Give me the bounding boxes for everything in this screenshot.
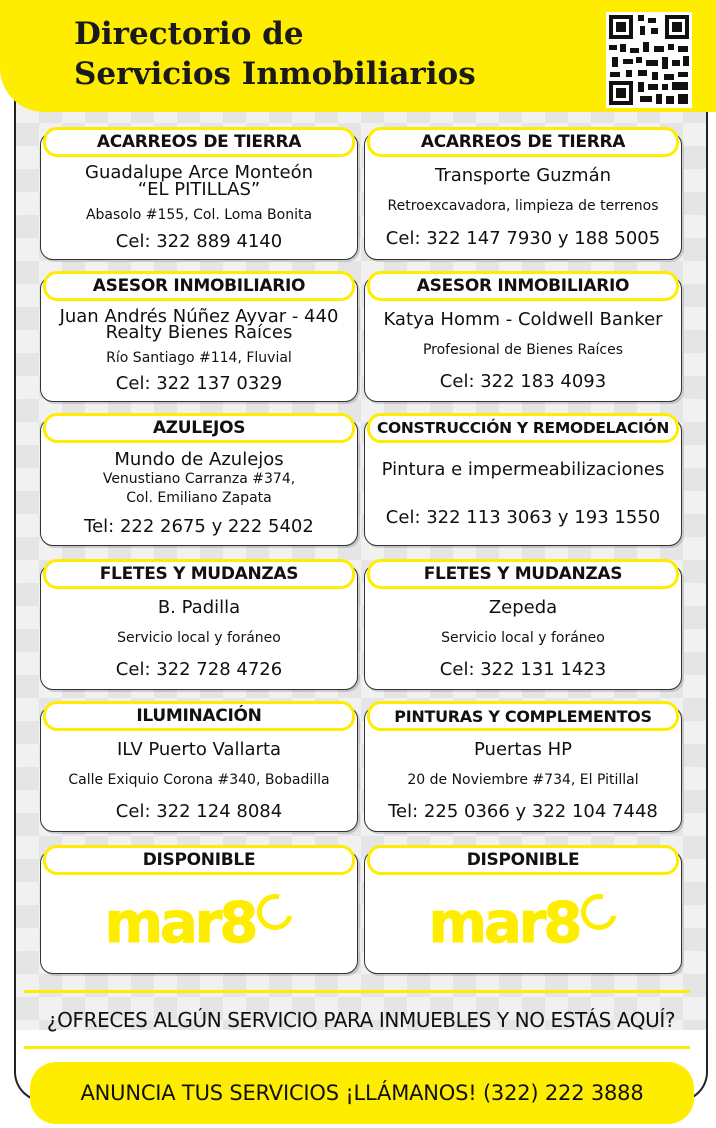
provider-phone: Cel: 322 889 4140 [115, 231, 283, 252]
card-body [41, 159, 357, 255]
provider-address-street: Venustiano Carranza #374, [102, 471, 296, 487]
logo-text: mar8 [104, 890, 256, 956]
logo-text: mar8 [428, 890, 580, 956]
card-body [41, 445, 357, 541]
provider-name: ILV Puerto Vallarta [116, 738, 282, 760]
page-title [74, 14, 476, 94]
card-body [365, 303, 681, 397]
card-heading: FLETES Y MUDANZAS [367, 559, 679, 589]
provider-description: Pintura e impermeabilizaciones [381, 458, 665, 480]
provider-name: B. Padilla [157, 596, 241, 618]
title-line-1: Directorio de [74, 16, 304, 52]
provider-address: 20 de Noviembre #734, El Pitillal [407, 771, 639, 788]
service-card-pinturas [364, 706, 682, 832]
provider-address: Calle Exiquio Corona #340, Bobadilla [68, 771, 330, 788]
card-heading: FLETES Y MUDANZAS [43, 559, 355, 589]
card-heading: DISPONIBLE [367, 845, 679, 875]
provider-address: Río Santiago #114, Fluvial [106, 349, 292, 366]
title-line-2: Servicios Inmobiliarios [74, 56, 476, 92]
provider-phone: Tel: 225 0366 y 322 104 7448 [388, 800, 658, 822]
card-heading: ASESOR INMOBILIARIO [367, 271, 679, 301]
provider-name: Juan Andrés Núñez Ayvar - 440 [59, 305, 339, 327]
call-to-action-banner[interactable]: ANUNCIA TUS SERVICIOS ¡LLÁMANOS! (322) 222 3888 [30, 1062, 694, 1124]
card-body [365, 591, 681, 685]
service-card-fletes-1 [40, 564, 358, 690]
provider-phone: Tel: 222 2675 y 222 5402 [84, 516, 314, 537]
provider-phone: Cel: 322 131 1423 [439, 658, 607, 680]
card-heading: ACARREOS DE TIERRA [367, 127, 679, 157]
provider-description: Profesional de Bienes Raíces [422, 341, 624, 358]
provider-name: Zepeda [488, 596, 558, 618]
provider-company: Realty Bienes Raíces [105, 322, 293, 344]
service-card-acarreos-2 [364, 132, 682, 260]
swirl-icon [575, 887, 624, 936]
card-body [365, 159, 681, 255]
card-heading: ACARREOS DE TIERRA [43, 127, 355, 157]
provider-nickname: “EL PITILLAS” [137, 179, 261, 200]
provider-phone: Cel: 322 728 4726 [115, 658, 283, 680]
card-body [41, 303, 357, 397]
card-heading: ASESOR INMOBILIARIO [43, 271, 355, 301]
provider-phone: Cel: 322 113 3063 y 193 1550 [385, 506, 661, 528]
provider-name: Transporte Guzmán [434, 164, 612, 186]
mar8-logo [105, 891, 294, 956]
provider-name: Mundo de Azulejos [114, 449, 284, 470]
provider-name: Puertas HP [474, 738, 572, 760]
service-card-construccion [364, 418, 682, 546]
provider-description: Retroexcavadora, limpieza de terrenos [387, 198, 659, 215]
card-body [41, 591, 357, 685]
provider-phone: Cel: 322 183 4093 [439, 370, 607, 392]
card-heading: AZULEJOS [43, 413, 355, 443]
service-card-fletes-2 [364, 564, 682, 690]
card-body [41, 733, 357, 827]
card-heading: PINTURAS Y COMPLEMENTOS [367, 701, 679, 731]
divider-top [24, 990, 690, 993]
service-card-disponible-1 [40, 850, 358, 974]
divider-bottom [24, 1046, 690, 1049]
card-heading: CONSTRUCCIÓN Y REMODELACIÓN [367, 413, 679, 443]
service-card-asesor-2 [364, 276, 682, 402]
provider-phone: Cel: 322 124 8084 [115, 800, 283, 822]
header-banner [0, 0, 716, 112]
qr-code-graphic [606, 12, 692, 108]
provider-name: Guadalupe Arce Monteón [85, 162, 313, 183]
provider-description: Servicio local y foráneo [441, 629, 605, 646]
card-body [365, 733, 681, 827]
service-card-acarreos-1 [40, 132, 358, 260]
provider-address-colonia: Col. Emiliano Zapata [126, 490, 272, 506]
swirl-icon [251, 887, 300, 936]
card-heading: ILUMINACIÓN [43, 701, 355, 731]
card-body [41, 877, 357, 969]
provider-description: Servicio local y foráneo [117, 629, 281, 646]
card-body [365, 877, 681, 969]
service-card-azulejos [40, 418, 358, 546]
provider-name: Katya Homm - Coldwell Banker [383, 308, 663, 330]
qr-code-icon[interactable] [606, 12, 692, 108]
question-text: ¿OFRECES ALGÚN SERVICIO PARA INMUEBLES Y NO ESTÁS AQUÍ? [46, 1008, 676, 1032]
service-card-iluminacion [40, 706, 358, 832]
card-body [365, 445, 681, 541]
service-card-asesor-1 [40, 276, 358, 402]
provider-phone: Cel: 322 137 0329 [115, 373, 283, 395]
mar8-logo [429, 891, 618, 956]
card-heading: DISPONIBLE [43, 845, 355, 875]
provider-address: Abasolo #155, Col. Loma Bonita [85, 207, 313, 223]
provider-phone: Cel: 322 147 7930 y 188 5005 [385, 228, 661, 250]
service-card-disponible-2 [364, 850, 682, 974]
